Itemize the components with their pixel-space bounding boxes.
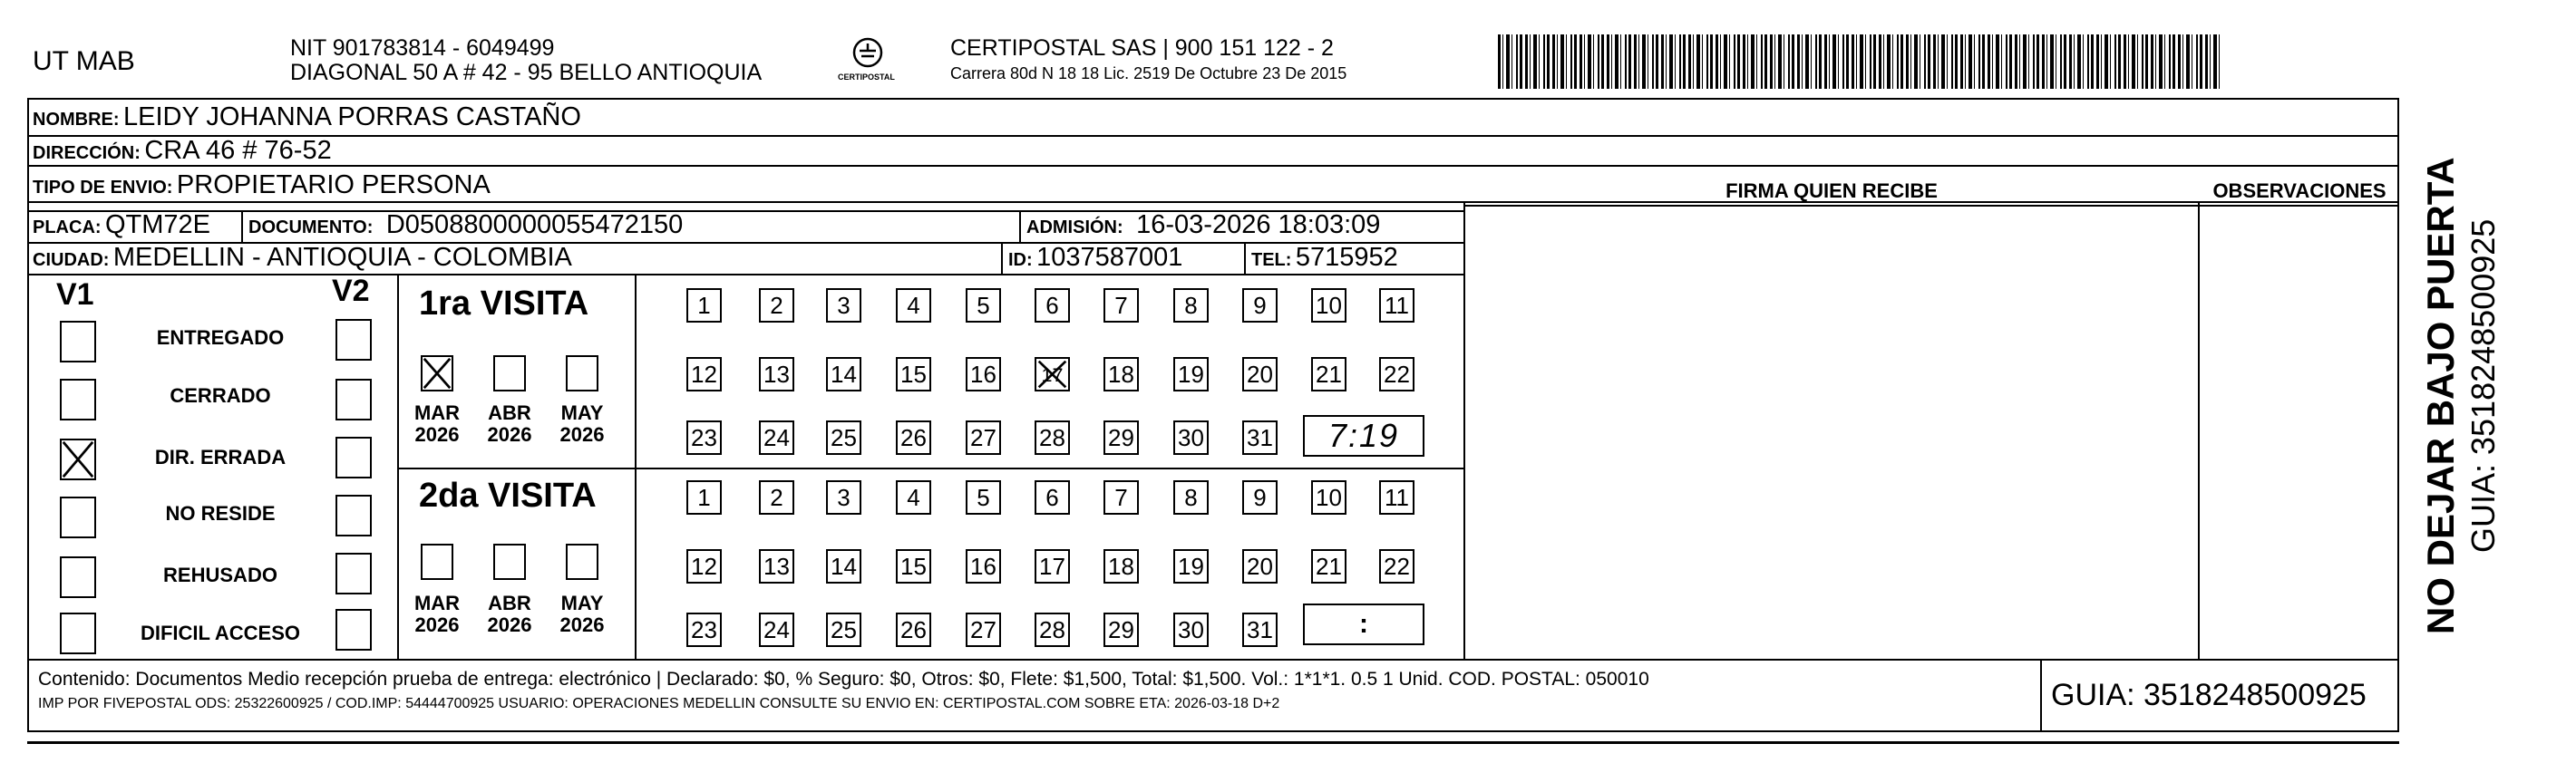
signature-area[interactable] (1465, 207, 2198, 659)
footer-print-info: IMP POR FIVEPOSTAL ODS: 25322600925 / COD.IMP: 54444700925 USUARIO: OPERACIONES MEDELLIN CONSULTE SU ENVIO EN: CERTIPOSTAL.COM SOBRE ETA: 2026-03-18 D+2 (38, 696, 1280, 711)
observations-area[interactable] (2200, 207, 2399, 659)
second-day-5[interactable]: 5 (966, 480, 1001, 515)
second-month-may-checkbox[interactable] (566, 544, 598, 580)
v1-checkbox-entregado[interactable] (60, 321, 96, 362)
direccion-label: DIRECCIÓN: (33, 143, 141, 163)
second-visit-title: 2da VISITA (419, 477, 597, 515)
placa-cell (33, 210, 210, 240)
status-dificil-acceso: DIFICIL ACCESO (140, 622, 300, 644)
firma-header: FIRMA QUIEN RECIBE (1725, 179, 1938, 202)
direccion-value: CRA 46 # 76-52 (144, 136, 332, 165)
second-day-28[interactable]: 28 (1035, 613, 1070, 647)
second-day-7[interactable]: 7 (1103, 480, 1139, 515)
second-day-19[interactable]: 19 (1173, 549, 1209, 584)
admision-label: ADMISIÓN: (1026, 217, 1123, 237)
documento-cell (248, 210, 683, 240)
documento-label: DOCUMENTO: (248, 217, 374, 237)
first-day-1[interactable]: 1 (686, 288, 722, 323)
second-day-29[interactable]: 29 (1103, 613, 1139, 647)
status-rehusado: REHUSADO (163, 564, 277, 586)
status-entregado: ENTREGADO (156, 326, 285, 349)
first-visit-time[interactable]: 7:19 (1303, 415, 1424, 457)
tipo-value: PROPIETARIO PERSONA (176, 170, 491, 199)
first-day-21[interactable]: 21 (1311, 357, 1346, 391)
first-month-may-checkbox[interactable] (566, 355, 598, 391)
v1-checkbox-dificil-acceso[interactable] (60, 613, 96, 654)
v2-header: V2 (332, 274, 370, 308)
placa-value: QTM72E (105, 210, 211, 239)
second-day-24[interactable]: 24 (759, 613, 794, 647)
nombre-row (33, 102, 581, 132)
second-day-3[interactable]: 3 (826, 480, 861, 515)
first-day-14[interactable]: 14 (826, 357, 861, 391)
first-month-abr-checkbox[interactable] (493, 355, 526, 391)
company-name: UT MAB (33, 46, 135, 76)
first-month-may-label: MAY 2026 (559, 401, 605, 446)
second-month-mar-label: MAR 2026 (413, 592, 461, 636)
x-mark-icon (62, 440, 94, 478)
v1-header: V1 (56, 277, 94, 312)
first-day-22[interactable]: 22 (1379, 357, 1414, 391)
carrier-license: Carrera 80d N 18 18 Lic. 2519 De Octubre 23 De 2015 (950, 64, 1347, 82)
second-month-abr-checkbox[interactable] (493, 544, 526, 580)
first-day-18[interactable]: 18 (1103, 357, 1139, 391)
direccion-row (33, 136, 332, 166)
id-value: 1037587001 (1036, 243, 1183, 272)
second-day-26[interactable]: 26 (896, 613, 931, 647)
first-day-10[interactable]: 10 (1311, 288, 1346, 323)
v2-checkbox-entregado[interactable] (335, 319, 372, 361)
first-day-5[interactable]: 5 (966, 288, 1001, 323)
tel-label: TEL: (1251, 250, 1292, 270)
second-day-6[interactable]: 6 (1035, 480, 1070, 515)
second-day-18[interactable]: 18 (1103, 549, 1139, 584)
admision-cell (1026, 210, 1380, 240)
first-day-20[interactable]: 20 (1242, 357, 1278, 391)
second-day-16[interactable]: 16 (966, 549, 1001, 584)
second-day-13[interactable]: 13 (759, 549, 794, 584)
second-day-1[interactable]: 1 (686, 480, 722, 515)
second-day-30[interactable]: 30 (1173, 613, 1209, 647)
barcode (1498, 34, 2221, 89)
observaciones-header: OBSERVACIONES (2212, 179, 2386, 202)
second-day-27[interactable]: 27 (966, 613, 1001, 647)
id-label: ID: (1008, 250, 1033, 270)
company-address: DIAGONAL 50 A # 42 - 95 BELLO ANTIOQUIA (290, 60, 763, 85)
side-guia: GUIA: 3518248500925 (2464, 218, 2502, 553)
v1-checkbox-rehusado[interactable] (60, 556, 96, 598)
second-day-17[interactable]: 17 (1035, 549, 1070, 584)
first-day-12[interactable]: 12 (686, 357, 722, 391)
second-day-21[interactable]: 21 (1311, 549, 1346, 584)
first-day-25[interactable]: 25 (826, 420, 861, 455)
second-day-15[interactable]: 15 (896, 549, 931, 584)
carrier-logo (836, 34, 899, 89)
footer-guia: GUIA: 3518248500925 (2051, 678, 2367, 712)
first-day-23[interactable]: 23 (686, 420, 722, 455)
ciudad-cell (33, 243, 572, 273)
second-day-10[interactable]: 10 (1311, 480, 1346, 515)
status-no-reside: NO RESIDE (165, 502, 276, 525)
first-day-24[interactable]: 24 (759, 420, 794, 455)
second-day-23[interactable]: 23 (686, 613, 722, 647)
tel-cell (1251, 243, 1398, 273)
second-month-abr-label: ABR 2026 (487, 592, 532, 636)
status-dir-errada: DIR. ERRADA (154, 446, 287, 468)
second-day-11[interactable]: 11 (1379, 480, 1414, 515)
x-mark-icon (423, 357, 452, 390)
v2-checkbox-dir-errada[interactable] (335, 437, 372, 478)
second-day-14[interactable]: 14 (826, 549, 861, 584)
admision-value: 16-03-2026 18:03:09 (1136, 210, 1381, 239)
second-day-25[interactable]: 25 (826, 613, 861, 647)
status-cerrado: CERRADO (170, 384, 271, 407)
second-visit-time[interactable]: : (1303, 604, 1424, 645)
second-day-8[interactable]: 8 (1173, 480, 1209, 515)
first-day-30[interactable]: 30 (1173, 420, 1209, 455)
second-day-20[interactable]: 20 (1242, 549, 1278, 584)
first-day-11[interactable]: 11 (1379, 288, 1414, 323)
logo-text: CERTIPOSTAL (838, 72, 895, 82)
v2-checkbox-no-reside[interactable] (335, 495, 372, 536)
v1-checkbox-no-reside[interactable] (60, 497, 96, 538)
first-month-mar-label: MAR 2026 (413, 401, 461, 446)
carrier-name: CERTIPOSTAL SAS | 900 151 122 - 2 (950, 35, 1334, 61)
first-day-26[interactable]: 26 (896, 420, 931, 455)
v1-checkbox-cerrado[interactable] (60, 379, 96, 420)
second-day-2[interactable]: 2 (759, 480, 794, 515)
tipo-row (33, 170, 491, 200)
first-day-15[interactable]: 15 (896, 357, 931, 391)
first-day-4[interactable]: 4 (896, 288, 931, 323)
id-cell (1008, 243, 1182, 273)
v2-checkbox-dificil-acceso[interactable] (335, 609, 372, 651)
first-day-19[interactable]: 19 (1173, 357, 1209, 391)
nombre-label: NOMBRE: (33, 110, 120, 130)
second-day-22[interactable]: 22 (1379, 549, 1414, 584)
first-day-8[interactable]: 8 (1173, 288, 1209, 323)
svg-text:17: 17 (1041, 364, 1064, 387)
ciudad-label: CIUDAD: (33, 250, 110, 270)
x-mark-icon (1036, 359, 1068, 390)
tipo-label: TIPO DE ENVIO: (33, 178, 173, 198)
first-month-mar-checkbox[interactable] (421, 355, 453, 391)
second-day-31[interactable]: 31 (1242, 613, 1278, 647)
first-day-7[interactable]: 7 (1103, 288, 1139, 323)
first-visit-title: 1ra VISITA (419, 285, 589, 323)
first-month-abr-label: ABR 2026 (487, 401, 532, 446)
v2-checkbox-cerrado[interactable] (335, 379, 372, 420)
tel-value: 5715952 (1295, 243, 1398, 272)
first-day-31[interactable]: 31 (1242, 420, 1278, 455)
first-day-28[interactable]: 28 (1035, 420, 1070, 455)
first-day-9[interactable]: 9 (1242, 288, 1278, 323)
first-day-27[interactable]: 27 (966, 420, 1001, 455)
first-day-17[interactable] (1035, 357, 1070, 391)
footer-contents: Contenido: Documentos Medio recepción prueba de entrega: electrónico | Declarado: $0, % Seguro: $0, Otros: $0, Flete: $1,500, Total: $1,500. Vol.: 1*1*1. 0.5 1 Unid. COD. POSTAL: 050010 (38, 669, 1649, 690)
second-month-mar-checkbox[interactable] (421, 544, 453, 580)
documento-value: D0508800000055472150 (385, 210, 684, 239)
company-nit: NIT 901783814 - 6049499 (290, 35, 555, 61)
second-day-12[interactable]: 12 (686, 549, 722, 584)
nombre-value: LEIDY JOHANNA PORRAS CASTAÑO (123, 102, 581, 131)
v2-checkbox-rehusado[interactable] (335, 553, 372, 594)
first-day-2[interactable]: 2 (759, 288, 794, 323)
ciudad-value: MEDELLIN - ANTIOQUIA - COLOMBIA (112, 243, 572, 272)
second-day-4[interactable]: 4 (896, 480, 931, 515)
second-month-may-label: MAY 2026 (559, 592, 605, 636)
v1-checkbox-dir-errada[interactable] (60, 439, 96, 480)
second-day-9[interactable]: 9 (1242, 480, 1278, 515)
placa-label: PLACA: (33, 217, 102, 237)
first-day-16[interactable]: 16 (966, 357, 1001, 391)
first-day-6[interactable]: 6 (1035, 288, 1070, 323)
first-day-29[interactable]: 29 (1103, 420, 1139, 455)
side-warning: NO DEJAR BAJO PUERTA (2419, 157, 2462, 634)
first-day-13[interactable]: 13 (759, 357, 794, 391)
first-day-3[interactable]: 3 (826, 288, 861, 323)
